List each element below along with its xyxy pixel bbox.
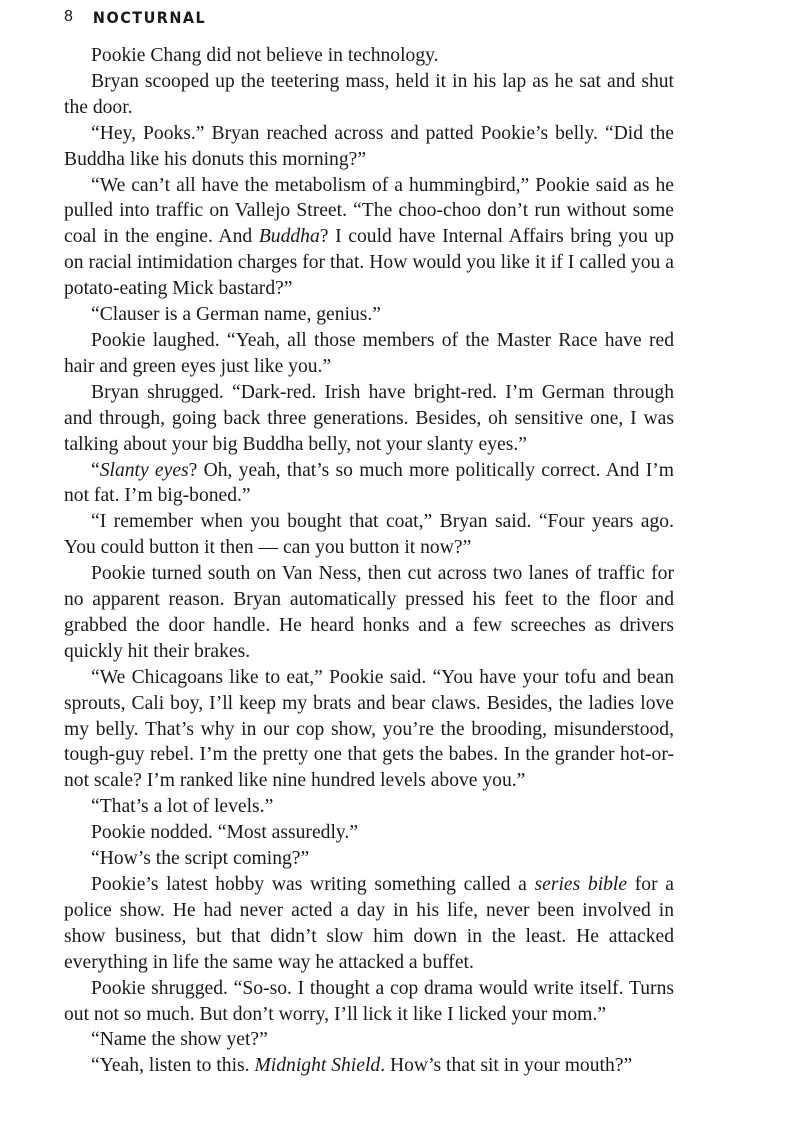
- book-title: NOCTURNAL: [92, 7, 207, 27]
- paragraph: Pookie nodded. “Most assuredly.”: [91, 822, 359, 844]
- paragraph: Bryan shrugged. “Dark-red. Irish have bright-red. I’m German through and through, going back three generations. Besides, oh sensitive one, I was talking about your big Buddha belly, not your slanty eyes.”: [64, 381, 674, 455]
- paragraph: Bryan scooped up the teetering mass, held it in his lap as he sat and shut the door.: [64, 70, 674, 118]
- italic-text: Slanty eyes: [99, 459, 189, 481]
- italic-text: Buddha: [258, 226, 320, 248]
- italic-text: Midnight Shield: [254, 1055, 381, 1077]
- paragraph: “Yeah, listen to this. Midnight Shield. How’s that sit in your mouth?”: [91, 1055, 633, 1077]
- paragraph: “Clauser is a German name, genius.”: [91, 304, 381, 326]
- paragraph: “We can’t all have the metabolism of a hummingbird,” Pookie said as he pulled into traffic on Vallejo Street. “The choo-choo don’t run without some coal in the engine. And Buddha? I could have Internal Affairs bring you up on racial intimidation charges for that. How would you like it if I called you a potato-eating Mick bastard?”: [64, 174, 675, 300]
- paragraph: “We Chicagoans like to eat,” Pookie said. “You have your tofu and bean sprouts, Cali boy, I’ll keep my brats and bear claws. Besides, the ladies love my belly. That’s why in our cop show, you’re the brooding, misunderstood, tough-guy rebel. I’m the pretty one that gets the babes. In the grander hot-or-not scale? I’m ranked like nine hundred levels above you.”: [64, 666, 674, 792]
- paragraph: Pookie laughed. “Yeah, all those members of the Master Race have red hair and green eyes just like you.”: [64, 329, 674, 377]
- paragraph: “Name the show yet?”: [91, 1029, 268, 1051]
- running-head: [64, 6, 206, 28]
- paragraph: “Hey, Pooks.” Bryan reached across and patted Pookie’s belly. “Did the Buddha like his donuts this morning?”: [64, 122, 674, 170]
- paragraph: “I remember when you bought that coat,” Bryan said. “Four years ago. You could button it then — can you button it now?”: [64, 511, 674, 559]
- body-text: [64, 43, 674, 1079]
- page-number: 8: [64, 8, 73, 25]
- paragraph: “Slanty eyes? Oh, yeah, that’s so much more politically correct. And I’m not fat. I’m big-boned.”: [64, 459, 674, 507]
- paragraph: Pookie shrugged. “So-so. I thought a cop drama would write itself. Turns out not so much. But don’t worry, I’ll lick it like I licked your mom.”: [64, 977, 674, 1025]
- paragraph: Pookie turned south on Van Ness, then cut across two lanes of traffic for no apparent reason. Bryan automatically pressed his feet to the floor and grabbed the door handle. He heard honks and a few screeches as drivers quickly hit their brakes.: [64, 563, 674, 662]
- paragraph: “How’s the script coming?”: [91, 848, 310, 870]
- paragraph: “That’s a lot of levels.”: [91, 796, 274, 818]
- italic-text: series bible: [534, 874, 628, 895]
- paragraph: Pookie Chang did not believe in technology.: [91, 45, 439, 66]
- paragraph: Pookie’s latest hobby was writing something called a series bible for a police show. He had never acted a day in his life, never been involved in show business, but that didn’t slow him down in the least. He attacked everything in life the same way he attacked a buffet.: [64, 874, 674, 973]
